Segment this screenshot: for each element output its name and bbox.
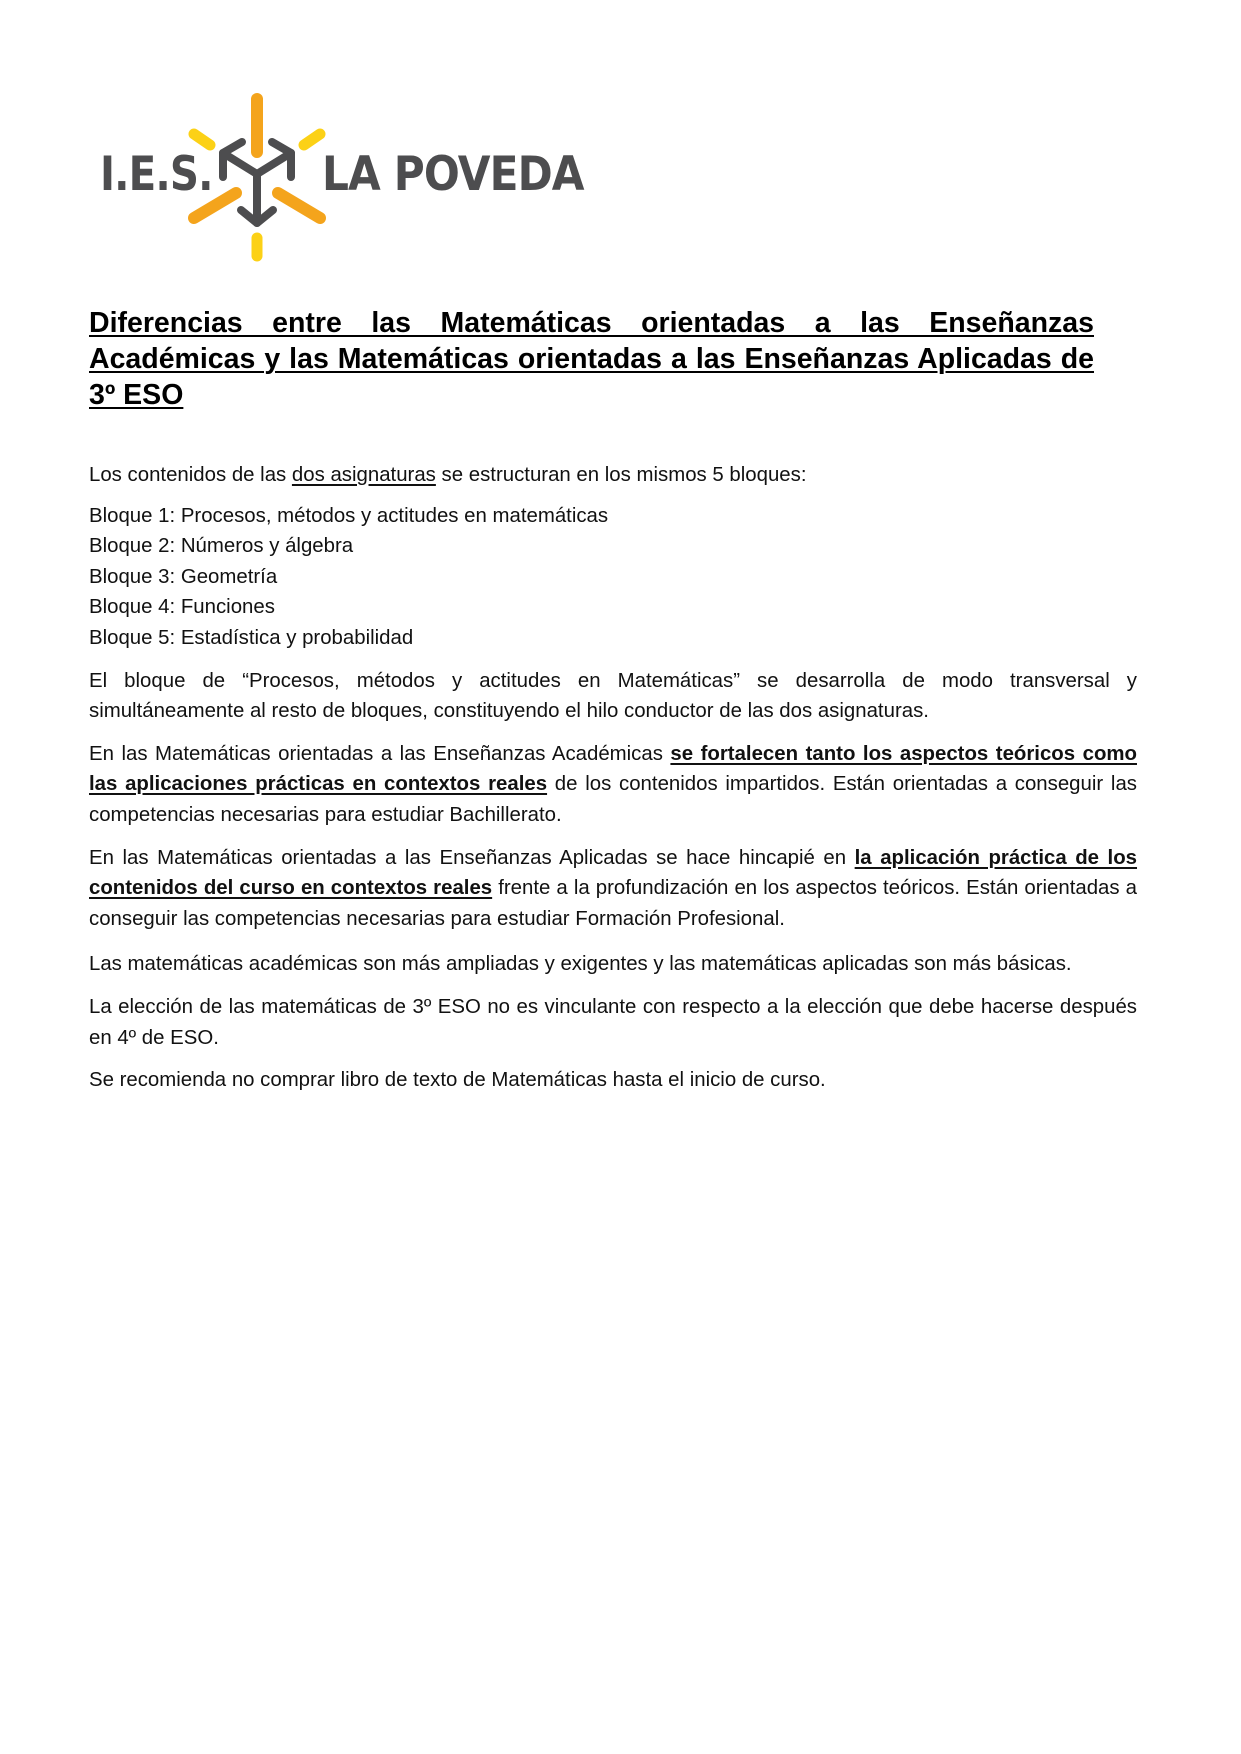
- logo-ray-upper-left: [194, 134, 210, 145]
- eleccion-paragraph: La elección de las matemáticas de 3º ESO no es vinculante con respecto a la elección que debe hacerse después en 4º de ESO.: [89, 995, 1137, 1049]
- block-item: Bloque 1: Procesos, métodos y actitudes en matemáticas: [89, 504, 609, 527]
- intro-paragraph: [89, 460, 1137, 491]
- logo-ray-upper-right: [304, 134, 320, 145]
- academicas-text-end: de los contenidos impartidos. Están orientadas a conseguir las competencias necesarias para estudiar Bachillerato.: [89, 773, 1137, 826]
- aplicadas-text-end: frente a la profundización en los aspectos teóricos. Están orientadas a conseguir las competencias necesarias para estudiar Formación Profesional.: [89, 877, 1137, 930]
- block-item: Bloque 2: Números y álgebra: [89, 535, 354, 558]
- academicas-emphasis: se fortalecen tanto los aspectos teóricos como las aplicaciones prácticas en contextos reales: [89, 742, 1137, 796]
- comparacion-paragraph: Las matemáticas académicas son más ampliadas y exigentes y las matemáticas aplicadas son más básicas.: [89, 953, 1072, 976]
- intro-underlined: dos asignaturas: [291, 464, 436, 486]
- logo-school-name: LA POVEDA: [322, 147, 584, 202]
- recomendacion-paragraph: Se recomienda no comprar libro de texto de Matemáticas hasta el inicio de curso.: [89, 1069, 826, 1092]
- intro-text-end: se estructuran en los mismos 5 bloques:: [435, 464, 807, 486]
- intro-text: Los contenidos de las: [89, 464, 292, 486]
- aplicadas-emphasis: la aplicación práctica de los contenidos del curso en contextos reales: [89, 846, 1138, 900]
- aplicadas-paragraph: [89, 843, 1137, 935]
- transversal-paragraph: El bloque de “Procesos, métodos y actitudes en Matemáticas” se desarrolla de modo transversal y simultáneamente al resto de bloques, constituyendo el hilo conductor de las dos asignaturas.: [89, 669, 1137, 723]
- aplicadas-text: En las Matemáticas orientadas a las Enseñanzas Aplicadas se hace hincapié en: [89, 846, 855, 869]
- academicas-text: En las Matemáticas orientadas a las Enseñanzas Académicas: [89, 742, 671, 765]
- document-body: [89, 460, 1137, 1108]
- document-title: Diferencias entre las Matemáticas orientadas a las Enseñanzas Académicas y las Matemáticas orientadas a las Enseñanzas Aplicadas de 3º ESO: [89, 307, 1094, 411]
- block-item: Bloque 4: Funciones: [89, 596, 275, 619]
- logo-ray-lower-right: [278, 193, 320, 218]
- logo-prefix: I.E.S.: [100, 147, 213, 202]
- blocks-list: [89, 501, 1137, 654]
- block-item: Bloque 3: Geometría: [89, 565, 278, 588]
- school-logo: [96, 92, 616, 264]
- academicas-paragraph: [89, 739, 1137, 831]
- block-item: Bloque 5: Estadística y probabilidad: [89, 626, 414, 649]
